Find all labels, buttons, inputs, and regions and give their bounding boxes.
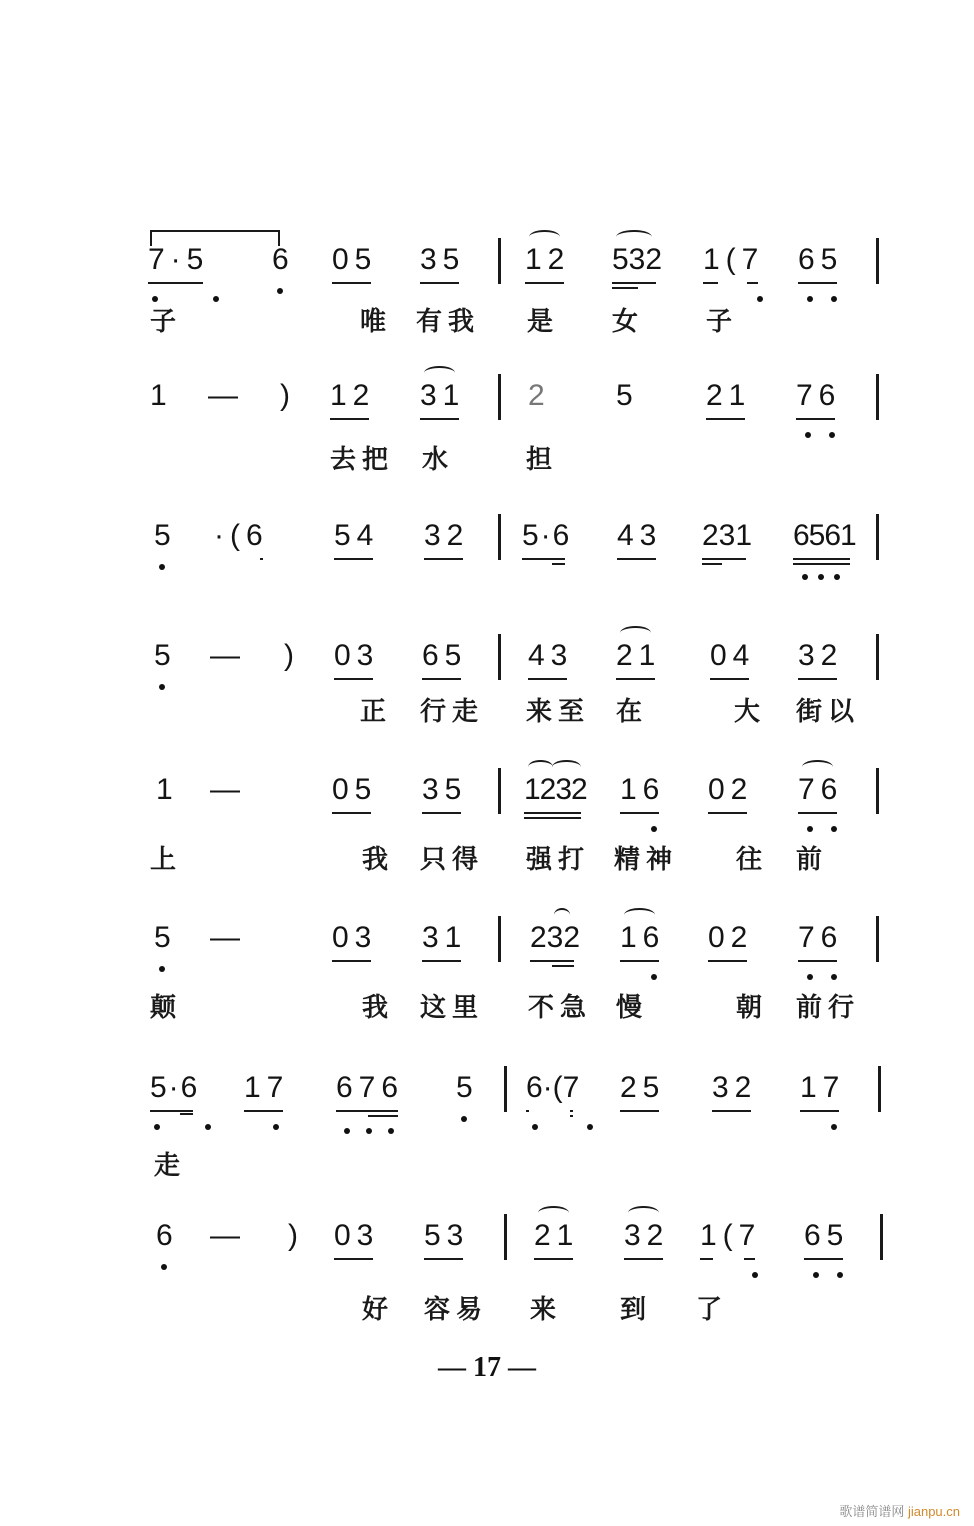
notation-row-7	[0, 1068, 974, 1138]
note-group: 5	[154, 918, 177, 958]
lyric: 唯	[360, 307, 393, 337]
notation-row-2	[0, 376, 974, 446]
note-group: 12	[525, 240, 570, 280]
paren-close: )	[280, 379, 296, 412]
note-group: 32	[424, 516, 469, 556]
lyric: 担	[526, 445, 559, 475]
extension-dash: —	[210, 773, 246, 806]
notation-row-5	[0, 770, 974, 840]
lyric: 街以	[796, 697, 861, 727]
paren-close: )	[288, 1219, 304, 1252]
watermark-en: jianpu.cn	[907, 1504, 960, 1519]
extension-dash: —	[208, 379, 244, 412]
barline	[498, 514, 501, 560]
note-group: 03	[332, 918, 377, 958]
paren-close: )	[284, 639, 300, 672]
note-group: 7·5	[148, 240, 209, 280]
note-group: 5	[456, 1068, 479, 1108]
lyric: 到	[620, 1295, 653, 1325]
watermark	[839, 1501, 960, 1520]
extension-dash: —	[210, 921, 246, 954]
note-group: 04	[710, 636, 755, 676]
extension-dash: —	[210, 639, 246, 672]
note-group: 5	[616, 379, 639, 412]
note-group: 1(7	[703, 240, 764, 280]
watermark-cn: 歌谱简谱网	[839, 1504, 905, 1519]
lyric: 是	[527, 307, 560, 337]
note-group: 17	[244, 1068, 289, 1108]
page-number: — 17 —	[438, 1352, 536, 1383]
barline	[876, 514, 879, 560]
notation-row-3	[0, 516, 974, 586]
note-group: 25	[620, 1068, 665, 1108]
barline	[876, 634, 879, 680]
extension-dash: —	[210, 1219, 246, 1252]
note-group: 35	[422, 770, 467, 810]
note-group: 6·(7	[526, 1068, 579, 1108]
note-group: 03	[334, 636, 379, 676]
lyric: 前	[796, 845, 829, 875]
lyric: 慢	[616, 993, 649, 1023]
lyric: 来至	[526, 697, 591, 727]
note-group: 76	[798, 770, 843, 810]
note-group: 16	[620, 918, 665, 958]
note-group: 231	[702, 516, 752, 556]
barline	[504, 1066, 507, 1112]
lyric: 强打	[526, 845, 591, 875]
note-group: 6561	[793, 516, 856, 556]
note-group: 65	[798, 240, 843, 280]
note-group: 43	[528, 636, 573, 676]
note-group: 53	[424, 1216, 469, 1256]
barline	[876, 916, 879, 962]
barline	[498, 634, 501, 680]
note-group: 5	[154, 636, 177, 676]
note-group: 1	[150, 379, 173, 412]
lyric: 我	[362, 845, 395, 875]
note-group: 03	[334, 1216, 379, 1256]
note-group: 05	[332, 770, 377, 810]
note-group: 31	[420, 376, 465, 416]
note-group: 12	[330, 376, 375, 416]
lyric: 只得	[420, 845, 485, 875]
note-group: 676	[336, 1068, 404, 1108]
note-group: 1	[156, 773, 179, 806]
barline	[876, 238, 879, 284]
note-group: 17	[800, 1068, 845, 1108]
lyric: 水	[422, 445, 455, 475]
barline	[498, 238, 501, 284]
note-group: 5·6	[522, 516, 571, 556]
note-group: 05	[332, 240, 377, 280]
lyric: 容易	[424, 1295, 489, 1325]
note-group: 21	[616, 636, 661, 676]
note-group: 02	[708, 918, 753, 958]
lyric: 走	[154, 1151, 187, 1181]
lyric: 朝	[736, 993, 769, 1023]
barline	[498, 916, 501, 962]
lyric: 往	[736, 845, 769, 875]
lyric: 这里	[420, 993, 485, 1023]
lyric: 正	[360, 697, 393, 727]
lyric: 了	[696, 1295, 729, 1325]
note-group: 6	[272, 240, 295, 280]
lyric: 颠	[150, 993, 183, 1023]
note-group: 5	[154, 516, 177, 556]
lyric: 去把	[330, 445, 395, 475]
barline	[880, 1214, 883, 1260]
note-group: 43	[617, 516, 662, 556]
note-group: ·(6	[214, 516, 269, 556]
lyric: 不急	[528, 993, 593, 1023]
lyrics-row-7	[0, 1148, 974, 1184]
lyrics-row-6	[0, 990, 974, 1026]
note-group: 21	[706, 376, 751, 416]
lyric: 我	[362, 993, 395, 1023]
lyric: 女	[612, 307, 645, 337]
note-group: 21	[534, 1216, 579, 1256]
lyrics-row-2	[0, 442, 974, 478]
lyric: 来	[530, 1295, 563, 1325]
lyric: 子	[706, 307, 739, 337]
notation-row-8	[0, 1216, 974, 1286]
barline	[878, 1066, 881, 1112]
lyrics-row-8	[0, 1292, 974, 1328]
lyric: 精神	[614, 845, 679, 875]
note-group: 1(7	[700, 1216, 761, 1256]
barline	[876, 768, 879, 814]
note-group: 65	[422, 636, 467, 676]
note-group: 02	[708, 770, 753, 810]
note-group: 76	[798, 918, 843, 958]
note-group: 532	[612, 240, 662, 280]
note-group: 31	[422, 918, 467, 958]
lyric: 子	[150, 307, 183, 337]
lyric: 在	[616, 697, 649, 727]
barline	[876, 374, 879, 420]
lyric: 行走	[420, 697, 485, 727]
lyric: 前行	[796, 993, 861, 1023]
note-group: 35	[420, 240, 465, 280]
barline	[498, 374, 501, 420]
note-group: 2	[528, 379, 551, 412]
note-group: 76	[796, 376, 841, 416]
barline	[504, 1214, 507, 1260]
note-group: 65	[804, 1216, 849, 1256]
lyric: 上	[150, 845, 183, 875]
lyric: 大	[734, 697, 767, 727]
note-group: 54	[334, 516, 379, 556]
note-group: 5·6	[150, 1068, 199, 1108]
lyric: 有我	[416, 307, 481, 337]
note-group: 6	[156, 1216, 179, 1256]
note-group: 32	[798, 636, 843, 676]
note-group: 32	[624, 1216, 669, 1256]
barline	[498, 768, 501, 814]
lyric: 好	[362, 1295, 395, 1325]
note-group: 16	[620, 770, 665, 810]
note-group: 232	[530, 918, 580, 958]
note-group: 32	[712, 1068, 757, 1108]
notation-row-1	[0, 240, 974, 310]
notation-row-6	[0, 918, 974, 988]
lyrics-row-4	[0, 694, 974, 730]
lyrics-row-1	[0, 304, 974, 340]
note-group: 1232	[524, 770, 587, 810]
lyrics-row-5	[0, 842, 974, 878]
